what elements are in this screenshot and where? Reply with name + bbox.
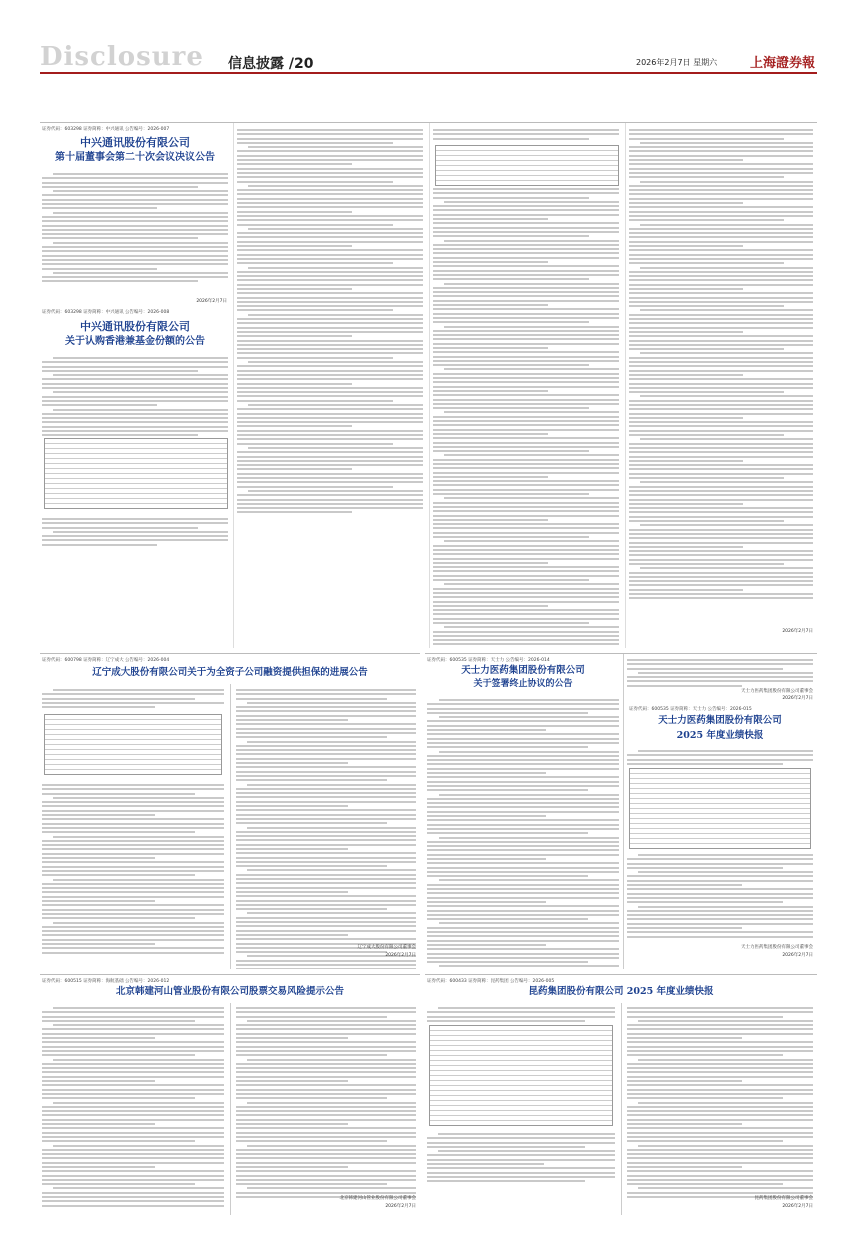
page-header [0, 0, 857, 70]
kunyao-notice [425, 974, 817, 1215]
notice-company: 天士力医药集团股份有限公司 [461, 665, 585, 676]
notice-body [42, 357, 228, 439]
notice-date: 2026年2月7日 [782, 1204, 813, 1209]
newspaper-logo: 上海證券報 [750, 56, 816, 71]
notice-meta: 证券代码：600798 证券简称：辽宁成大 公告编号：2026-004 [42, 658, 170, 663]
notice-body [42, 173, 228, 285]
data-table [435, 145, 619, 186]
notice-body [627, 659, 813, 689]
tasly-notices [425, 653, 817, 969]
notice-subject: 第十届董事会第二十次会议决议公告 [55, 152, 215, 163]
notice-title: 昆药集团股份有限公司 2025 年度业绩快报 [528, 986, 714, 997]
notice-body [427, 1133, 615, 1185]
notice-meta: 证券代码：600433 证券简称：昆药集团 公告编号：2026-005 [427, 979, 555, 984]
notice-meta: 证券代码：600535 证券简称：天士力 公告编号：2026-015 [629, 707, 752, 712]
notice-body [42, 518, 228, 548]
forecast-table [429, 1025, 613, 1126]
section-wordmark: Disclosure [40, 42, 204, 72]
guarantee-table [44, 714, 222, 775]
notice-company: 中兴通讯股份有限公司 [80, 320, 190, 333]
notice-signer: 天士力医药集团股份有限公司董事会 [741, 945, 813, 950]
notice-signer: 昆药集团股份有限公司董事会 [754, 1196, 813, 1201]
notice-subject: 2025 年度业绩快报 [676, 730, 764, 741]
header-rule [40, 72, 817, 74]
notice-date: 2026年2月7日 [385, 1204, 416, 1209]
data-table [44, 438, 228, 509]
hanjian-notice [40, 974, 420, 1215]
notice-meta: 证券代码：603298 证券简称：中兴通讯 公告编号：2026-008 [42, 310, 170, 315]
liaocheng-notice [40, 653, 420, 969]
notice-body [427, 1007, 615, 1024]
notice-company: 天士力医药集团股份有限公司 [658, 715, 782, 726]
forecast-table [629, 768, 811, 849]
notice-body [42, 1007, 224, 1209]
column-rule [625, 123, 626, 648]
zte-notice-area [40, 122, 817, 648]
section-title: 信息披露 /20 [228, 56, 314, 72]
notice-signer: 辽宁成大股份有限公司董事会 [357, 945, 416, 950]
notice-company: 中兴通讯股份有限公司 [80, 136, 190, 149]
notice-body [237, 129, 423, 516]
notice-date: 2026年2月7日 [782, 696, 813, 701]
notice-subject: 关于签署终止协议的公告 [473, 679, 573, 689]
notice-signer: 北京韩建河山管业股份有限公司董事会 [339, 1196, 416, 1201]
notice-body [42, 689, 224, 710]
notice-meta: 证券代码：600515 证券简称：海航基础 公告编号：2026-012 [42, 979, 170, 984]
issue-date: 2026年2月7日 星期六 [636, 58, 718, 67]
notice-meta: 证券代码：600535 证券简称：天士力 公告编号：2026-014 [427, 658, 550, 663]
notice-signer: 天士力医药集团股份有限公司董事会 [741, 689, 813, 694]
notice-title: 辽宁成大股份有限公司关于为全资子公司融资提供担保的进展公告 [92, 667, 368, 678]
notice-body [627, 750, 813, 767]
notice-meta: 证券代码：603298 证券简称：中兴通讯 公告编号：2026-007 [42, 127, 170, 132]
notice-subject: 关于认购香港兼基金份额的公告 [65, 336, 205, 347]
notice-body [627, 1007, 813, 1200]
notice-title: 北京韩建河山管业股份有限公司股票交易风险提示公告 [115, 986, 344, 997]
notice-body [427, 699, 619, 969]
notice-body [236, 1007, 416, 1200]
notice-body [236, 689, 416, 969]
notice-body [627, 854, 813, 940]
notice-date: 2026年2月7日 [196, 299, 227, 304]
column-rule [429, 123, 430, 648]
notice-date: 2026年2月7日 [385, 953, 416, 958]
column-rule [233, 123, 234, 648]
notice-date: 2026年2月7日 [782, 629, 813, 634]
notice-date: 2026年2月7日 [782, 953, 813, 958]
notice-body [629, 129, 813, 602]
notice-body [433, 188, 619, 648]
notice-body [433, 129, 619, 142]
notice-body [42, 784, 224, 956]
